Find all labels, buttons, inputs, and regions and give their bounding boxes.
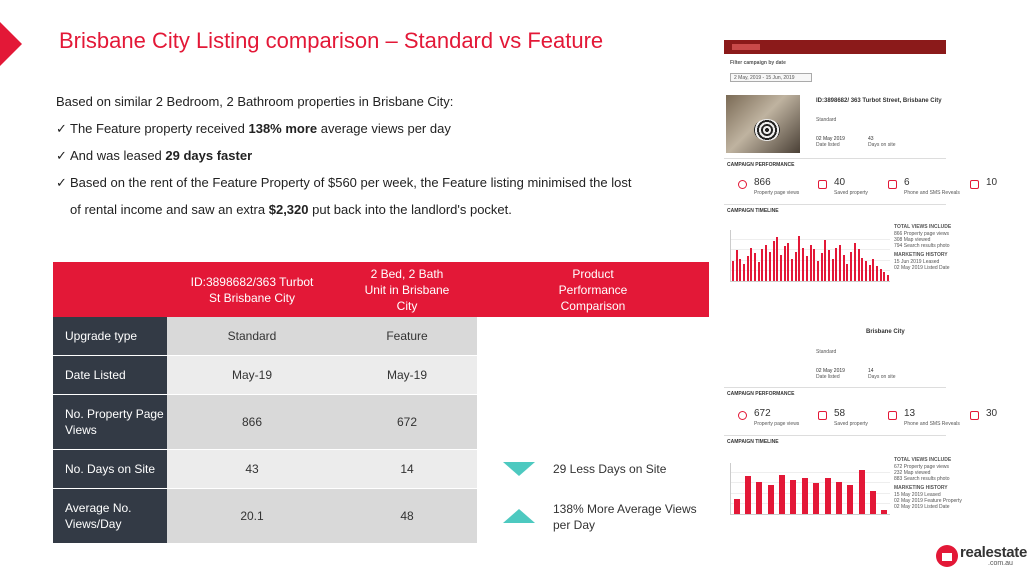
chart-bar — [850, 252, 852, 281]
table-row — [53, 395, 709, 449]
chart-bar — [750, 248, 752, 282]
phone-icon — [888, 411, 897, 420]
chart-bar — [876, 266, 878, 281]
table-row — [53, 317, 709, 355]
chart-bar — [761, 249, 763, 281]
star-icon — [818, 180, 827, 189]
chart-bar — [790, 480, 796, 514]
timeline-chart-standard — [730, 230, 890, 282]
table-row — [53, 450, 709, 488]
chart-bar — [858, 249, 860, 281]
comparison-text: 138% More Average Views per Day — [553, 502, 697, 532]
chart-bar — [795, 252, 797, 281]
chart-bar — [745, 476, 751, 514]
chart-bar — [798, 236, 800, 281]
row-label: Upgrade type — [53, 317, 167, 355]
check-icon: ✓ — [56, 175, 67, 190]
gridline — [731, 482, 890, 483]
listing-type: Standard — [816, 117, 837, 123]
chart-bar — [832, 259, 834, 281]
chart-bar — [787, 243, 789, 281]
listing-address: Brisbane City — [866, 329, 905, 335]
chart-bar — [887, 275, 889, 281]
screenshot-header — [724, 40, 946, 54]
chart-bar — [859, 470, 865, 514]
chart-bar — [839, 245, 841, 281]
cell-standard: 43 — [167, 450, 337, 488]
chart-bar — [872, 259, 874, 281]
chart-bar — [802, 248, 804, 282]
table-row — [53, 489, 709, 543]
cell-comparison — [477, 395, 709, 449]
chart-bar — [821, 253, 823, 281]
chart-bar — [847, 485, 853, 514]
chart-bar — [843, 255, 845, 281]
eye-icon — [738, 411, 747, 420]
chart-bar — [806, 256, 808, 281]
chart-bar — [870, 491, 876, 514]
chart-bar — [881, 510, 887, 514]
chart-bar — [836, 482, 842, 514]
chart-bar — [756, 482, 762, 514]
chart-bar — [824, 240, 826, 281]
screenshot-logo — [732, 44, 760, 50]
cell-standard: 866 — [167, 395, 337, 449]
eye-icon — [738, 180, 747, 189]
gridline — [731, 239, 890, 240]
row-label: No. Property Page Views — [53, 395, 167, 449]
property-photo — [726, 95, 800, 153]
cell-comparison — [477, 450, 709, 488]
cell-comparison — [477, 317, 709, 355]
phone-icon — [888, 180, 897, 189]
chart-bar — [880, 269, 882, 281]
chart-bar — [854, 243, 856, 281]
date-range-select: 2 May, 2019 - 15 Jun, 2019 — [730, 73, 812, 82]
chart-bar — [732, 261, 734, 281]
comparison-table — [53, 262, 709, 543]
chart-bar — [765, 245, 767, 281]
cell-feature: Feature — [337, 317, 477, 355]
header-standard: ID:3898682/363 Turbot St Brisbane City — [190, 274, 314, 305]
slide-title: Brisbane City Listing comparison – Standard vs Feature — [59, 28, 604, 53]
filter-label: Filter campaign by date — [730, 60, 786, 66]
star-icon — [818, 411, 827, 420]
cell-standard: Standard — [167, 317, 337, 355]
chart-bar — [883, 272, 885, 281]
chart-bar — [828, 250, 830, 281]
gridline — [731, 472, 890, 473]
chart-bar — [780, 255, 782, 281]
gridline — [731, 503, 890, 504]
bullet-leased: ✓ And was leased 29 days faster — [56, 142, 696, 169]
cell-comparison — [477, 489, 709, 543]
gridline — [731, 493, 890, 494]
chart-bar — [734, 499, 740, 514]
email-icon — [970, 180, 979, 189]
feature-listing-screenshot: Brisbane City Standard 02 May 2019 Date listed 14 Days on site CAMPAIGN PERFORMANCE 672 Property page views 58 Saved property 13 Phone and SMS Reveals 30 CAMPAIGN TIMELINE TOTAL VIEWS INCLUDE 672 Property page views 232 Map viewed 883 Search results photo MARKETING HISTORY 15 May 2019 Leased 02 May 2019 Feature Property 02 May 2019 Listed Date — [724, 325, 946, 540]
table-header — [53, 262, 709, 317]
chart-bar — [776, 237, 778, 281]
bullet-views: ✓ The Feature property received 138% more average views per day — [56, 115, 696, 142]
bullet-rent-cont: of rental income and saw an extra $2,320 put back into the landlord's pocket. — [70, 202, 512, 217]
cell-feature: 672 — [337, 395, 477, 449]
chart-bar — [769, 252, 771, 281]
corner-accent — [0, 22, 22, 66]
chart-bar — [784, 246, 786, 281]
house-icon — [936, 545, 958, 567]
chart-bar — [791, 259, 793, 281]
chart-bar — [773, 241, 775, 281]
row-label: Date Listed — [53, 356, 167, 394]
chart-bar — [802, 478, 808, 514]
listing-type: Standard — [816, 349, 837, 355]
chart-bar — [810, 245, 812, 281]
chart-bar — [817, 261, 819, 281]
chart-bar — [861, 258, 863, 281]
header-feature: 2 Bed, 2 Bath Unit in Brisbane City — [364, 266, 450, 313]
chart-bar — [825, 478, 831, 514]
intro-text — [56, 88, 696, 223]
chart-bar — [754, 253, 756, 281]
cell-feature: 14 — [337, 450, 477, 488]
cell-comparison — [477, 356, 709, 394]
realestate-logo: realestate .com.au — [936, 543, 1016, 569]
bullet-rent: ✓ Based on the rent of the Feature Property of $560 per week, the Feature listing minimised the lost — [56, 169, 696, 196]
comparison-text: 29 Less Days on Site — [553, 462, 667, 476]
cell-standard: 20.1 — [167, 489, 337, 543]
chart-bar — [846, 264, 848, 281]
cell-standard: May-19 — [167, 356, 337, 394]
cell-feature: May-19 — [337, 356, 477, 394]
intro-lead: Based on similar 2 Bedroom, 2 Bathroom properties in Brisbane City: — [56, 94, 454, 109]
chart-bar — [768, 485, 774, 514]
row-label: Average No. Views/Day — [53, 489, 167, 543]
check-icon: ✓ — [56, 148, 67, 163]
email-icon — [970, 411, 979, 420]
standard-listing-screenshot: Filter campaign by date 2 May, 2019 - 15 Jun, 2019 ID:3898682/ 363 Turbot Street, Brisbane City Standard 02 May 2019 Date listed 43 Days on site CAMPAIGN PERFORMANCE 866 Property page views 40 Saved property 6 Phone and SMS Reveals 10 CAMPAIGN TIMELINE TOTAL VIEWS INCLUDE 866 Property page views 308 Map viewed 794 Search results photo MARKETING HISTORY 15 Jun 2019 Leased 02 May 2019 Listed Date — [724, 40, 946, 310]
arrow-up-icon — [503, 509, 535, 523]
cell-feature: 48 — [337, 489, 477, 543]
timeline-chart-feature — [730, 463, 890, 515]
header-comparison: Product Performance Comparison — [558, 266, 628, 313]
chart-bar — [739, 259, 741, 281]
table-row — [53, 356, 709, 394]
chart-bar — [869, 265, 871, 281]
listing-address: ID:3898682/ 363 Turbot Street, Brisbane City — [816, 98, 942, 104]
chart-bar — [835, 248, 837, 282]
arrow-down-icon — [503, 462, 535, 476]
chart-bar — [813, 249, 815, 281]
chart-bar — [813, 483, 819, 514]
chart-bar — [747, 256, 749, 282]
row-label: No. Days on Site — [53, 450, 167, 488]
chart-bar — [743, 264, 745, 281]
chart-bar — [758, 262, 760, 281]
chart-bar — [865, 261, 867, 281]
chart-bar — [736, 250, 738, 281]
check-icon: ✓ — [56, 121, 67, 136]
chart-bar — [779, 475, 785, 514]
